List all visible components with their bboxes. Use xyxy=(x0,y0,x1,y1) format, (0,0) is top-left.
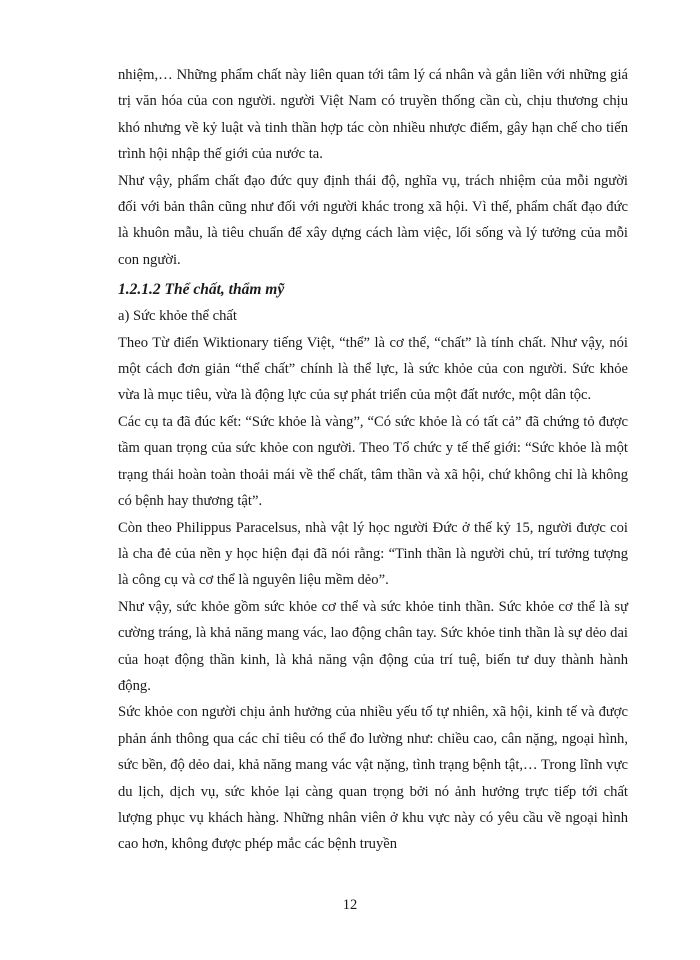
paragraph: Theo Từ điển Wiktionary tiếng Việt, “thể” là cơ thể, “chất” là tính chất. Như vậy, nói một cách đơn giản “thể chất” chính là thể lực, là sức khỏe của con người. Sức khỏe vừa là mục tiêu, vừa là động lực của sự phát triển của một đất nước, một dân tộc. xyxy=(118,334,628,404)
section-heading: 1.2.1.2 Thể chất, thẩm mỹ xyxy=(118,281,285,299)
paragraph: Như vậy, phẩm chất đạo đức quy định thái độ, nghĩa vụ, trách nhiệm của mỗi người đối với bản thân cũng như đối với người khác trong xã hội. Vì thế, phẩm chất đạo đức là khuôn mẫu, là tiêu chuẩn để xây dựng cách làm việc, lối sống và lý tưởng của mỗi con người. xyxy=(118,172,628,268)
page-content xyxy=(118,62,628,858)
paragraph: nhiệm,… Những phẩm chất này liên quan tới tâm lý cá nhân và gắn liền với những giá trị văn hóa của con người. người Việt Nam có truyền thống cần cù, chịu thương chịu khó nhưng về kỷ luật và tinh thần hợp tác còn nhiều nhược điểm, gây hạn chế cho tiến trình hội nhập thế giới của nước ta. xyxy=(118,67,628,163)
paragraph: Các cụ ta đã đúc kết: “Sức khỏe là vàng”, “Có sức khỏe là có tất cả” đã chứng tỏ được tầm quan trọng của sức khỏe con người. Theo Tổ chức y tế thế giới: “Sức khỏe là một trạng thái hoàn toàn thoải mái về thể chất, tâm thần và xã hội, chứ không chỉ là không có bệnh hay thương tật”. xyxy=(118,413,628,510)
paragraph: Còn theo Philippus Paracelsus, nhà vật lý học người Đức ở thế kỷ 15, người được coi là cha đẻ của nền y học hiện đại đã nói rằng: “Tinh thần là người chủ, trí tưởng tượng là công cụ và cơ thể là nguyên liệu mềm dẻo”. xyxy=(118,519,628,589)
paragraph: Sức khỏe con người chịu ảnh hưởng của nhiều yếu tố tự nhiên, xã hội, kinh tế và được phản ánh thông qua các chỉ tiêu có thể đo lường như: chiều cao, cân nặng, ngoại hình, sức bền, độ dẻo dai, khả năng mang vác vật nặng, tình trạng bệnh tật,… Trong lĩnh vực du lịch, dịch vụ, sức khỏe lại càng quan trọng bởi nó ảnh hưởng trực tiếp tới chất lượng phục vụ khách hàng. Những nhân viên ở khu vực này có yêu cầu về ngoại hình cao hơn, không được phép mắc các bệnh truyền xyxy=(118,704,628,853)
page-number: 12 xyxy=(342,897,358,913)
paragraph: Như vậy, sức khỏe gồm sức khỏe cơ thể và sức khỏe tinh thần. Sức khỏe cơ thể là sự cường tráng, là khả năng mang vác, lao động chân tay. Sức khỏe tinh thần là sự dẻo dai của hoạt động thần kinh, là khả năng vận động của trí tuệ, biến tư duy thành hành động. xyxy=(118,598,628,694)
subheading: a) Sức khỏe thể chất xyxy=(118,308,237,325)
